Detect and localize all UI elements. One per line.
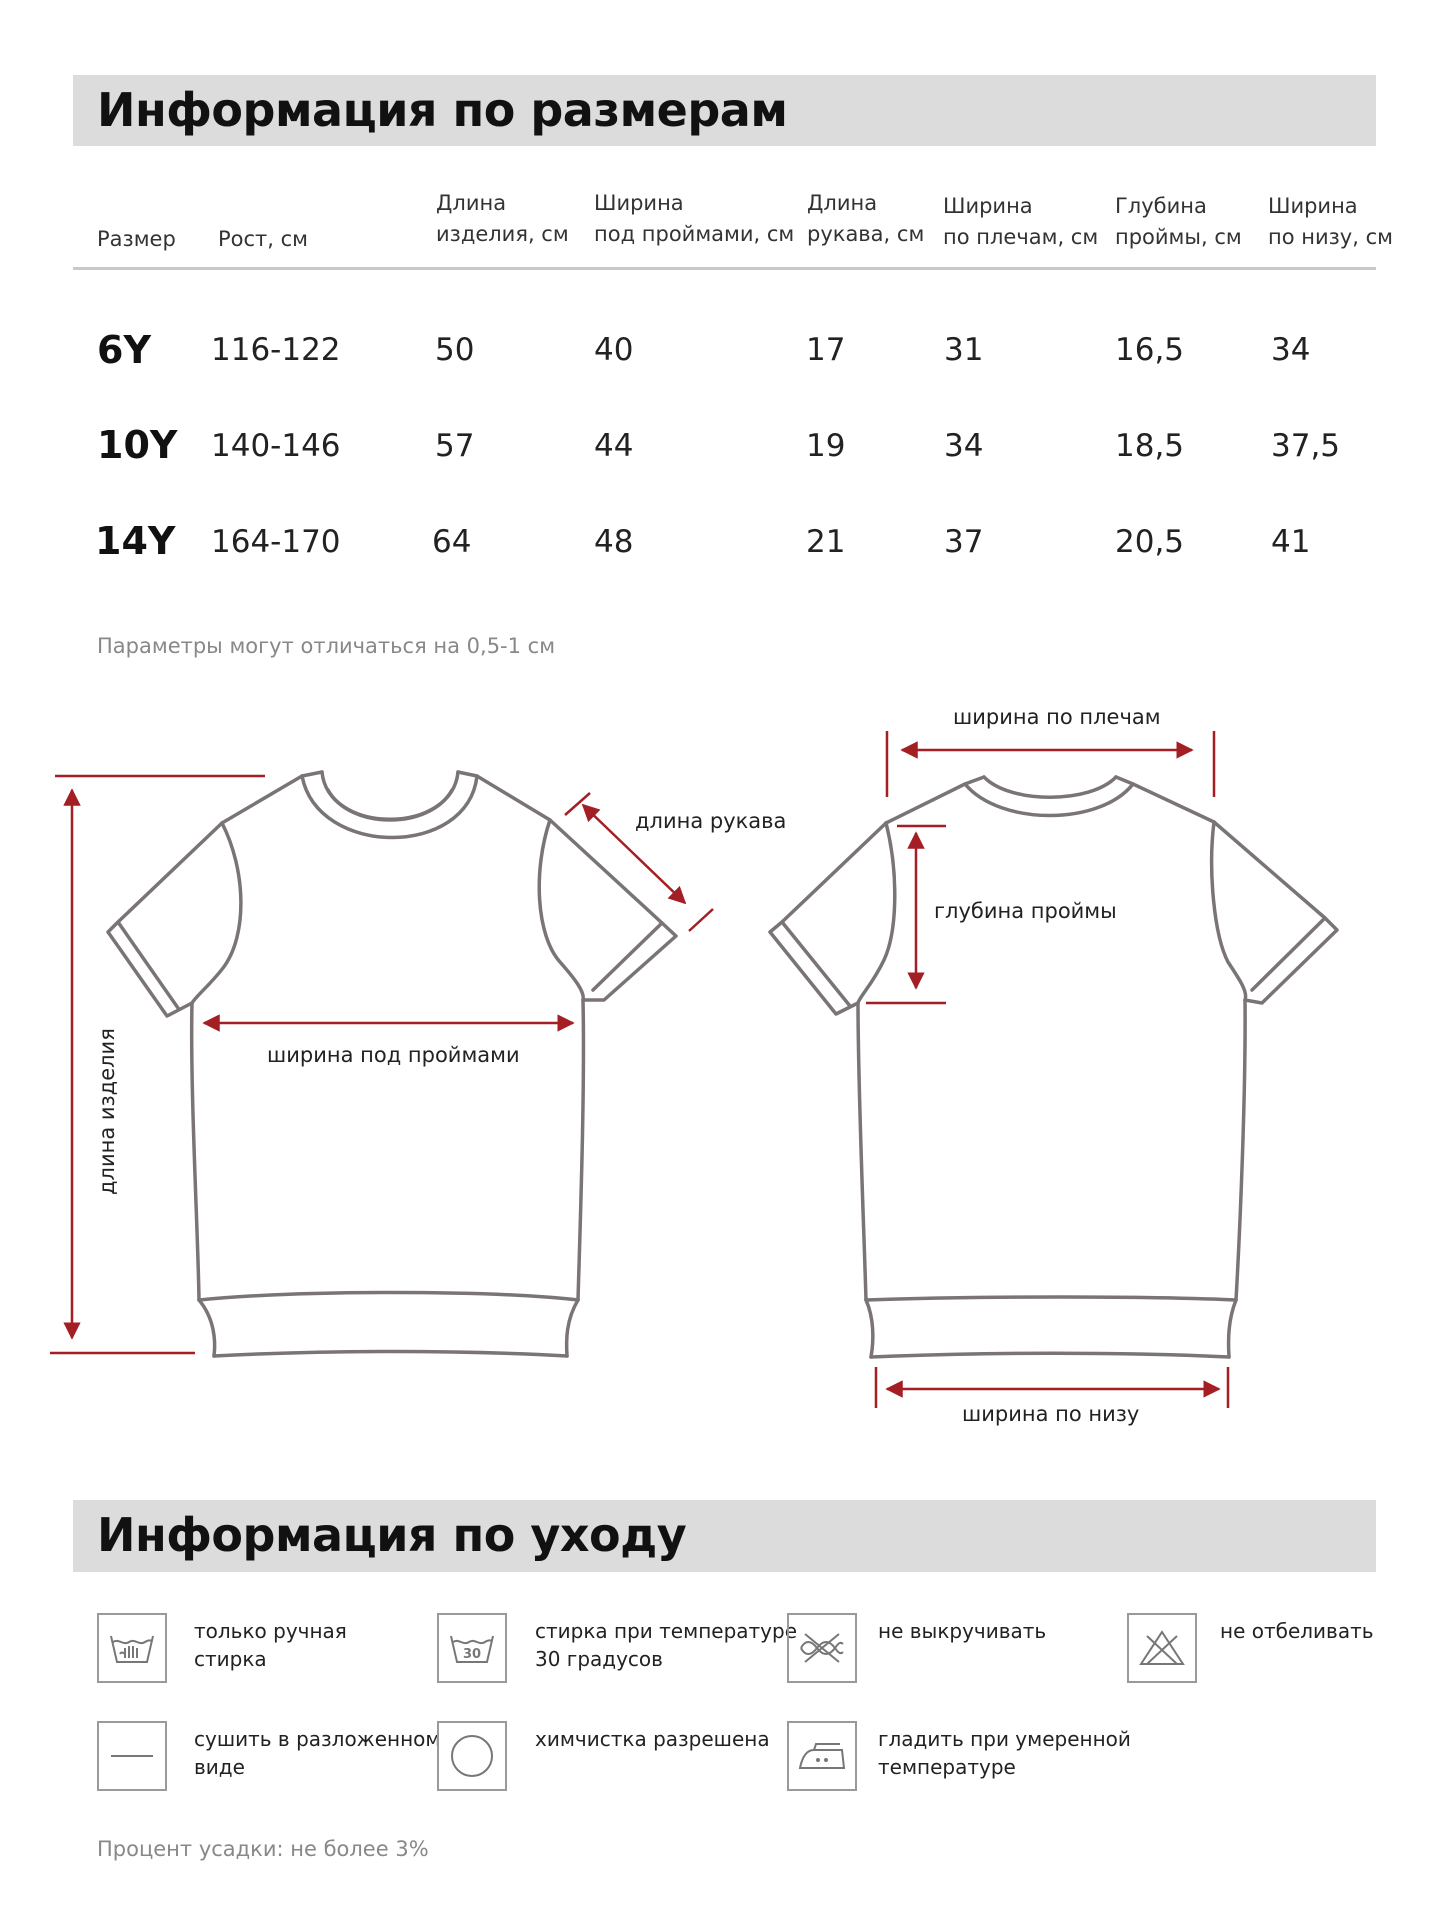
care-text-line: химчистка разрешена	[535, 1727, 770, 1751]
cell-bottom: 34	[1271, 332, 1311, 368]
header-shoulder-line2: по плечам, см	[943, 225, 1099, 249]
size-label: 10Y	[97, 423, 178, 467]
care-item	[535, 1725, 770, 1753]
care-item	[878, 1617, 1046, 1645]
care-text-line: 30 градусов	[535, 1647, 663, 1671]
cell-height: 140-146	[211, 428, 341, 464]
header-height: Рост, см	[218, 227, 309, 251]
care-text-line: стирка	[194, 1647, 267, 1671]
header-length-line2: изделия, см	[436, 222, 569, 246]
cell-sleeve: 21	[806, 524, 846, 560]
header-divider	[73, 267, 1376, 270]
size-tolerance-note: Параметры могут отличаться на 0,5-1 см	[97, 634, 556, 658]
care-section-title: Информация по уходу	[97, 1508, 687, 1562]
cell-armpit: 40	[594, 332, 634, 368]
size-section-header	[73, 75, 1376, 146]
header-bottom-line2: по низу, см	[1268, 225, 1393, 249]
header-armpit-line1: Ширина	[594, 191, 684, 215]
care-item	[1220, 1617, 1374, 1645]
header-length-line1: Длина	[436, 191, 507, 215]
care-section-header	[73, 1500, 1376, 1572]
cell-armpit: 44	[594, 428, 634, 464]
care-text-line: не отбеливать	[1220, 1619, 1374, 1643]
label-sleeve-length: длина рукава	[635, 809, 787, 833]
header-sleeve-line1: Длина	[807, 191, 878, 215]
care-text-line: только ручная	[194, 1619, 347, 1643]
cell-armhole: 16,5	[1115, 332, 1185, 368]
wash-30-icon	[437, 1613, 507, 1683]
header-bottom-line1: Ширина	[1268, 194, 1358, 218]
cell-bottom: 41	[1271, 524, 1311, 560]
back-shirt-outline	[770, 777, 1337, 1357]
care-item	[194, 1725, 440, 1781]
label-length: длина изделия	[95, 1028, 119, 1195]
care-text-line: температуре	[878, 1755, 1016, 1779]
header-armhole-line2: проймы, см	[1115, 225, 1242, 249]
care-text-line: не выкручивать	[878, 1619, 1047, 1643]
cell-length: 50	[435, 332, 475, 368]
dry-clean-icon	[437, 1721, 507, 1791]
size-label: 14Y	[95, 519, 176, 563]
care-text-line: гладить при умеренной	[878, 1727, 1131, 1751]
cell-armhole: 18,5	[1115, 428, 1185, 464]
header-sleeve-line2: рукава, см	[807, 222, 925, 246]
care-item	[878, 1725, 1131, 1781]
shirt-diagrams	[0, 690, 1440, 1450]
header-size: Размер	[97, 227, 176, 251]
care-text-line: сушить в разложенном	[194, 1727, 441, 1751]
care-item	[194, 1617, 347, 1673]
header-shoulder-line1: Ширина	[943, 194, 1033, 218]
measurement-diagram	[0, 690, 1440, 1450]
cell-bottom: 37,5	[1271, 428, 1341, 464]
label-bottom-width: ширина по низу	[962, 1402, 1140, 1426]
svg-text:30: 30	[462, 1647, 482, 1662]
care-text-line: виде	[194, 1755, 245, 1779]
dry-flat-icon	[97, 1721, 167, 1791]
cell-height: 116-122	[211, 332, 341, 368]
no-wring-icon	[787, 1613, 857, 1683]
no-bleach-icon	[1127, 1613, 1197, 1683]
shrinkage-note: Процент усадки: не более 3%	[97, 1837, 429, 1861]
cell-armpit: 48	[594, 524, 634, 560]
care-item	[535, 1617, 797, 1673]
hand-wash-icon	[97, 1613, 167, 1683]
cell-shoulder: 37	[944, 524, 984, 560]
label-armhole-depth: глубина проймы	[934, 899, 1117, 923]
cell-length: 57	[435, 428, 475, 464]
cell-length: 64	[432, 524, 472, 560]
cell-height: 164-170	[211, 524, 341, 560]
label-armpit-width: ширина под проймами	[267, 1043, 520, 1067]
cell-sleeve: 17	[806, 332, 846, 368]
cell-sleeve: 19	[806, 428, 846, 464]
header-armhole-line1: Глубина	[1115, 194, 1207, 218]
header-armpit-line2: под проймами, см	[594, 222, 795, 246]
size-label: 6Y	[97, 328, 151, 372]
size-section-title: Информация по размерам	[97, 83, 788, 137]
care-text-line: стирка при температуре	[535, 1619, 798, 1643]
cell-armhole: 20,5	[1115, 524, 1185, 560]
label-shoulder-width: ширина по плечам	[953, 705, 1161, 729]
cell-shoulder: 31	[944, 332, 984, 368]
cell-shoulder: 34	[944, 428, 984, 464]
iron-medium-icon	[787, 1721, 857, 1791]
